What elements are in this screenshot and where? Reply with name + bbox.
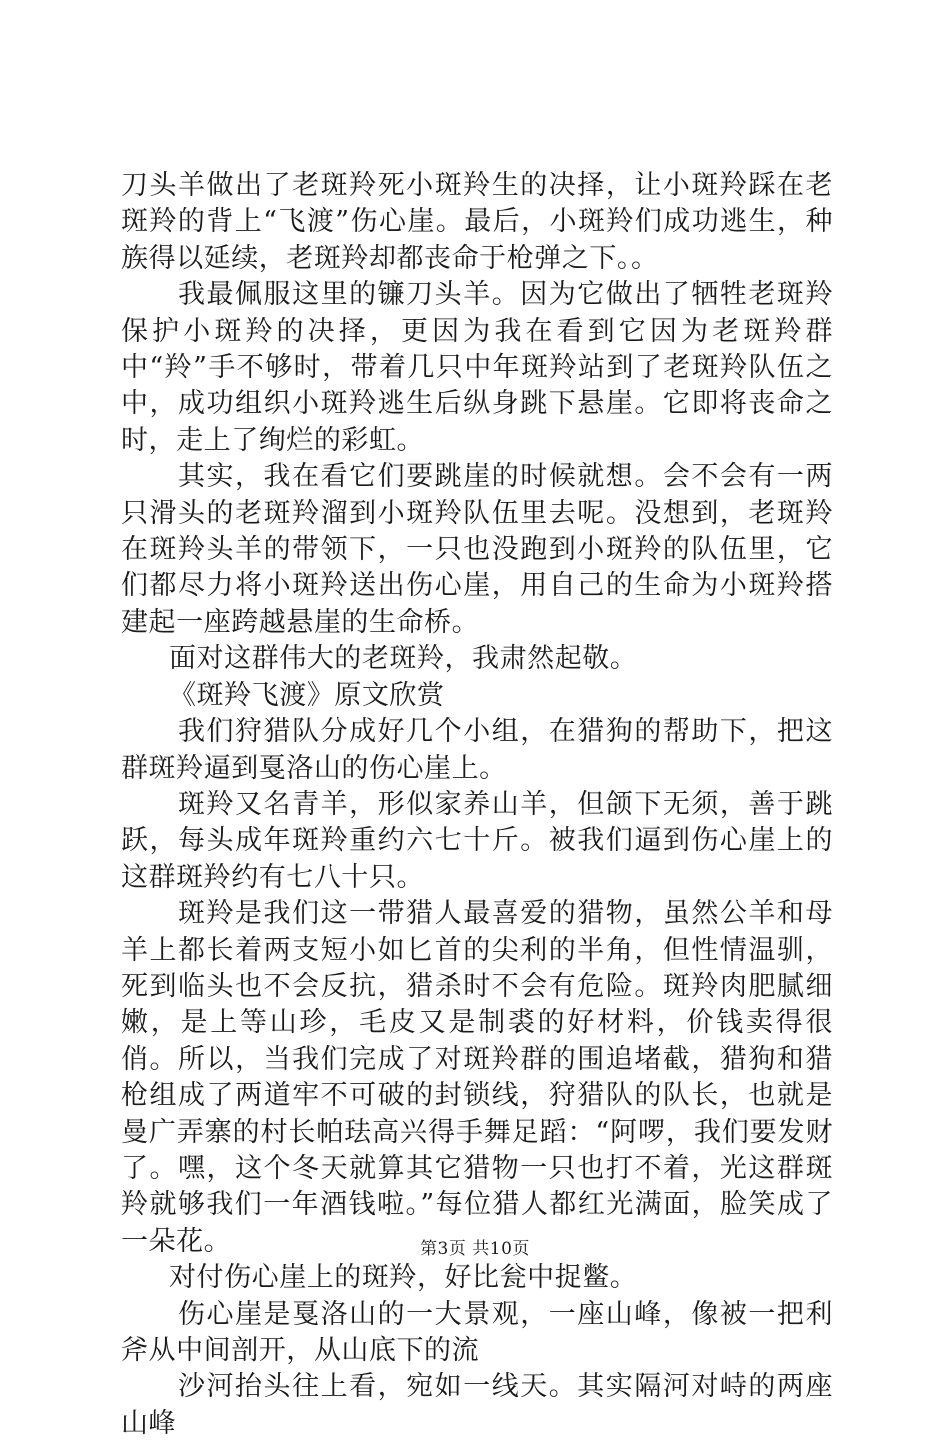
paragraph: 我最佩服这里的镰刀头羊。因为它做出了牺牲老斑羚保护小斑羚的决择，更因为我在看到它因为老斑羚群中“羚”手不够时，带着几只中年斑羚站到了老斑羚队伍之中，成功组织小斑羚逃生后纵身跳下悬崖。它即将丧命之时，走上了绚烂的彩虹。 <box>121 279 833 456</box>
paragraph: 对付伤心崖上的斑羚，好比瓮中捉鳖。 <box>169 1262 638 1294</box>
paragraph: 斑羚又名青羊，形似家养山羊，但颌下无须，善于跳跃，每头成年斑羚重约六七十斤。被我们逼到伤心崖上的这群斑羚约有七八十只。 <box>121 788 833 893</box>
page-number: 第3页 共10页 <box>420 1239 530 1259</box>
paragraph: 沙河抬头往上看，宛如一线天。其实隔河对峙的两座山峰 <box>121 1371 833 1439</box>
paragraph-continuation: 刀头羊做出了老斑羚死小斑羚生的决择，让小斑羚踩在老斑羚的背上“飞渡”伤心崖。最后，小斑羚们成功逃生，种族得以延续，老斑羚却都丧命于枪弹之下。。 <box>121 170 833 274</box>
page-footer <box>0 1238 950 1260</box>
paragraph: 面对这群伟大的老斑羚，我肃然起敬。 <box>169 643 638 675</box>
paragraph: 伤心崖是戛洛山的一大景观，一座山峰，像被一把利斧从中间剖开，从山底下的流 <box>121 1298 833 1366</box>
paragraph: 其实，我在看它们要跳崖的时候就想。会不会有一两只滑头的老斑羚溜到小斑羚队伍里去呢。没想到，老斑羚在斑羚头羊的带领下，一只也没跑到小斑羚的队伍里，它们都尽力将小斑羚送出伤心崖，用自己的生命为小斑羚搭建起一座跨越悬崖的生命桥。 <box>121 461 833 638</box>
section-heading: 《斑羚飞渡》原文欣赏 <box>169 679 445 711</box>
paragraph: 斑羚是我们这一带猎人最喜爱的猎物，虽然公羊和母羊上都长着两支短小如匕首的尖利的半角，但性情温驯，死到临头也不会反抗，猎杀时不会有危险。斑羚肉肥腻细嫩，是上等山珍，毛皮又是制裘的好材料，价钱卖得很俏。所以，当我们完成了对斑羚群的围追堵截，猎狗和猎枪组成了两道牢不可破的封锁线，狩猎队的队长，也就是曼广弄寨的村长帕珐高兴得手舞足蹈：“阿啰，我们要发财了。嘿，这个冬天就算其它猎物一只也打不着，光这群斑羚就够我们一年酒钱啦。”每位猎人都红光满面，脸笑成了一朵花。 <box>121 898 833 1257</box>
paragraph: 我们狩猎队分成好几个小组，在猎狗的帮助下，把这群斑羚逼到戛洛山的伤心崖上。 <box>121 716 833 784</box>
